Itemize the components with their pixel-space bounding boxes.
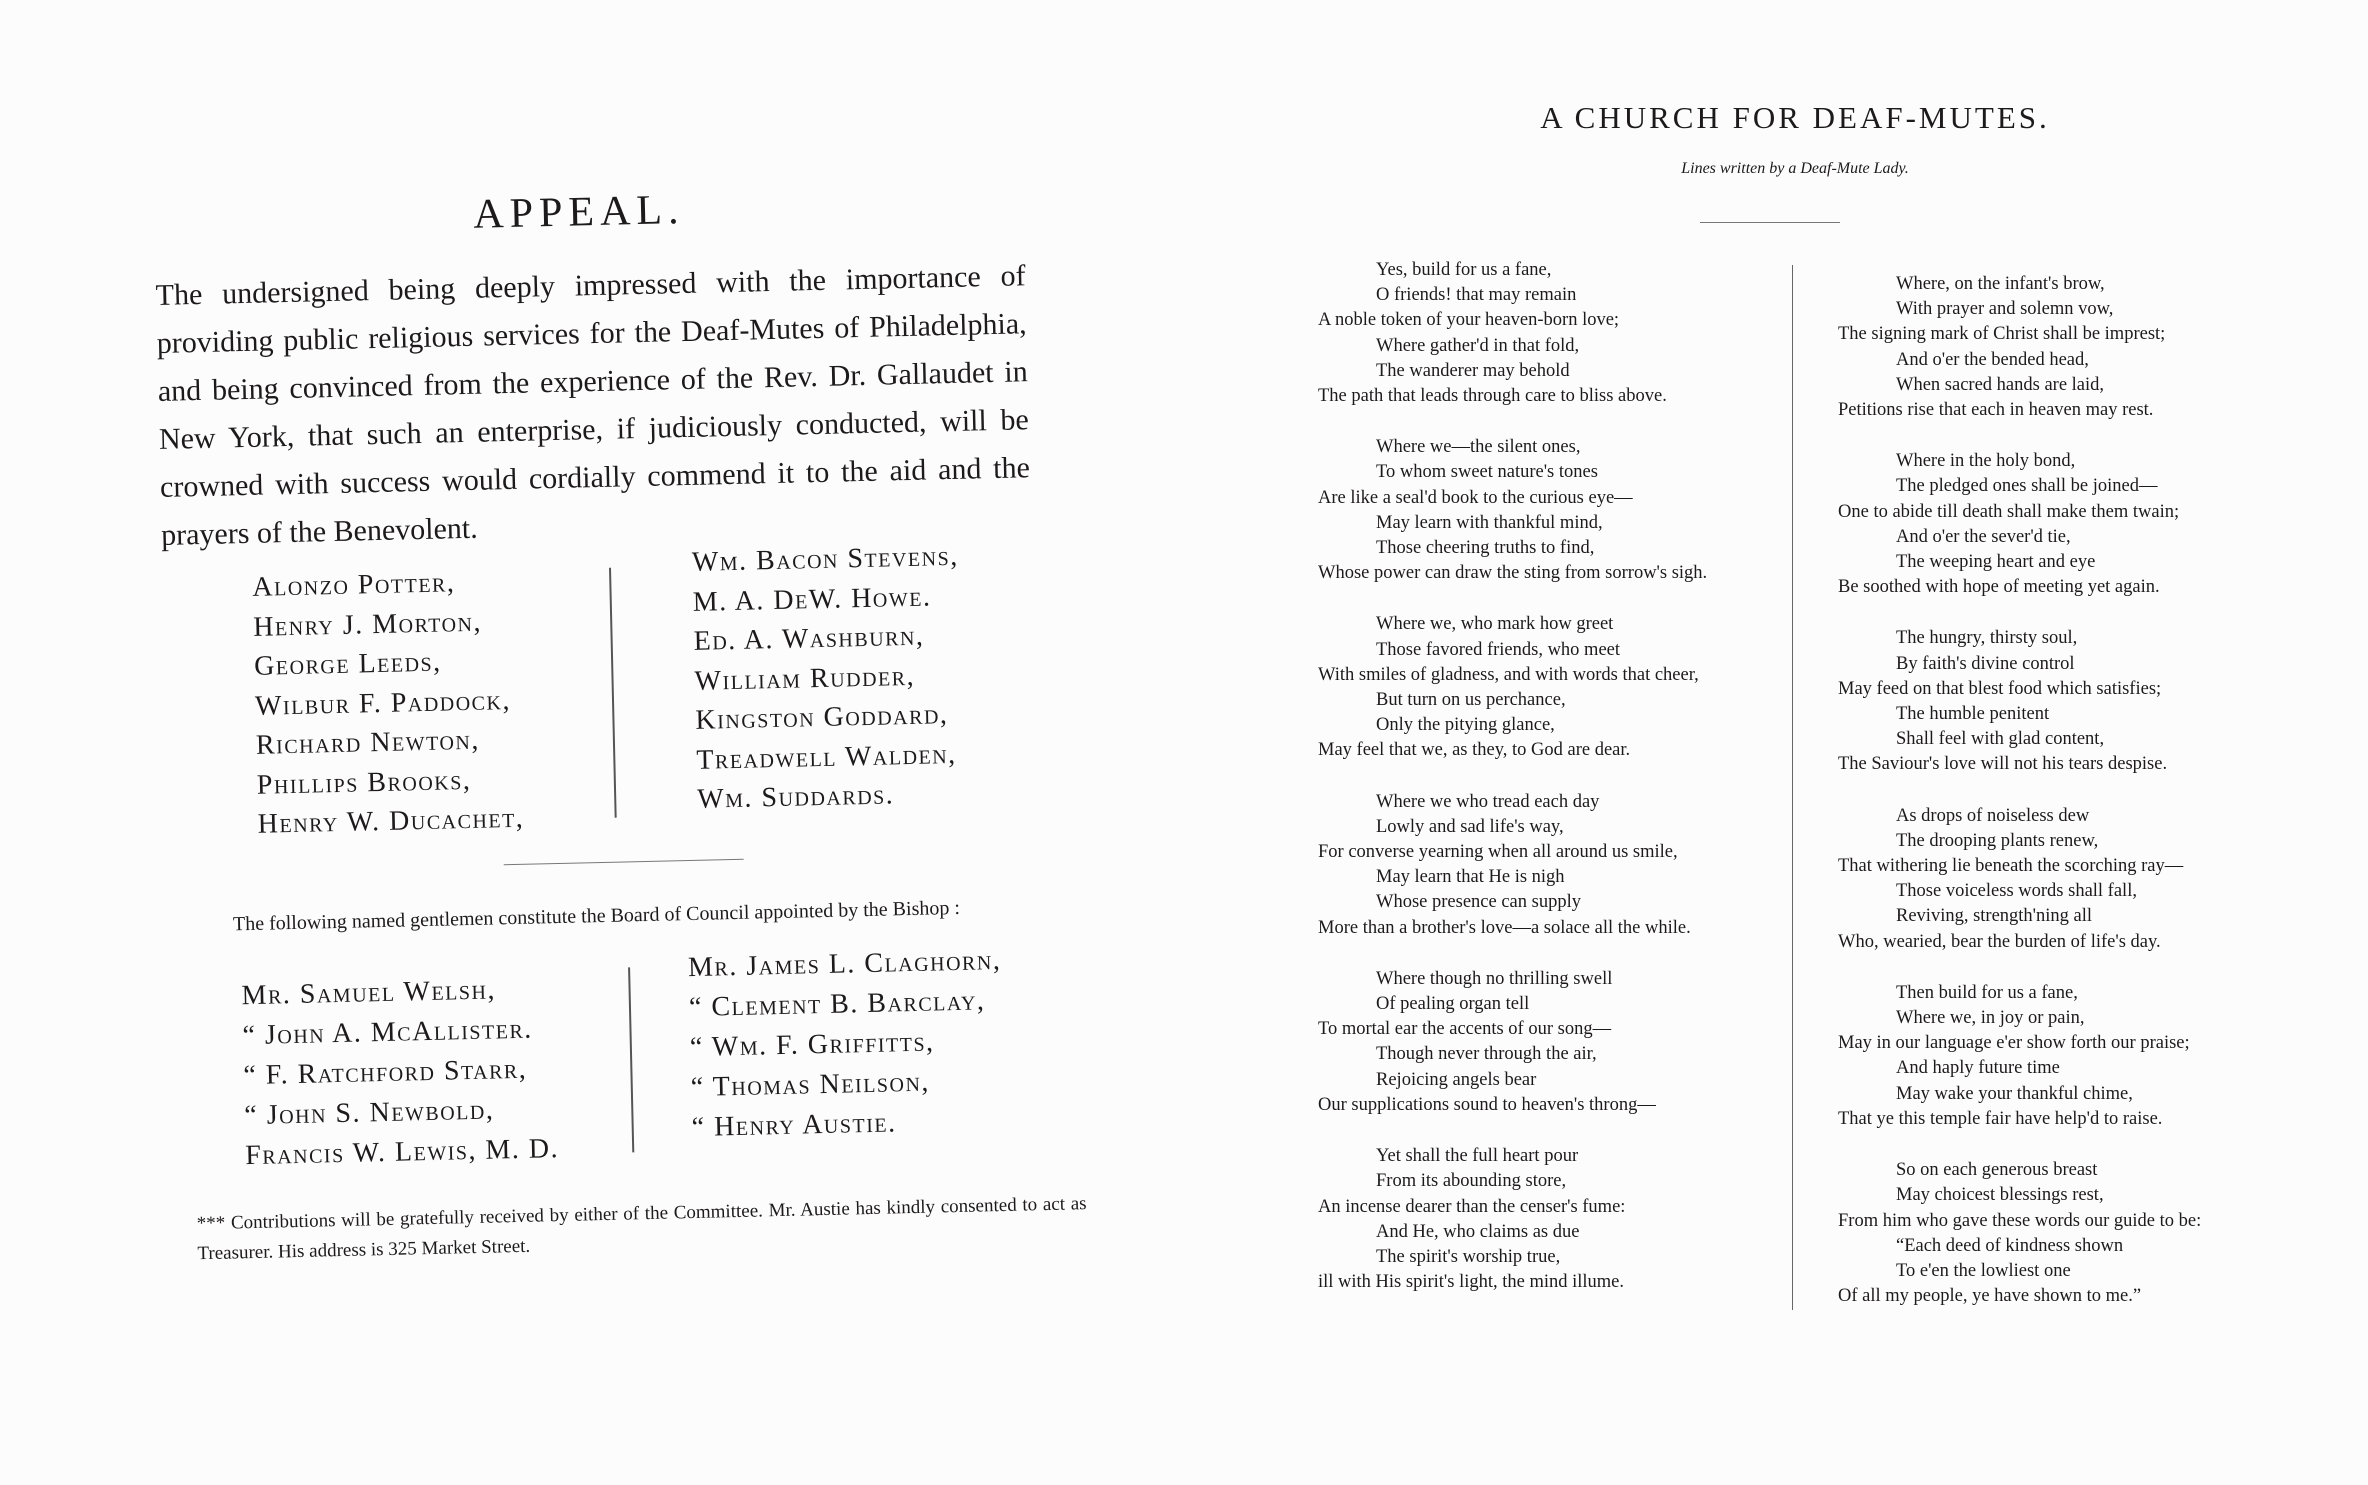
- poem-line: Be soothed with hope of meeting yet again.: [1838, 577, 2160, 598]
- board-intro: The following named gentlemen constitute the Board of Council appointed by the Bishop :: [232, 896, 961, 936]
- signers-left: [252, 562, 525, 844]
- poem-line: Of all my people, ye have shown to me.”: [1838, 1286, 2142, 1307]
- name-entry: William Rudder,: [694, 660, 916, 697]
- stanza: [1838, 272, 2201, 423]
- poem-line: Those cheering truths to find,: [1376, 538, 1595, 559]
- poem-line: Shall feel with glad content,: [1896, 729, 2105, 750]
- poem-line: The humble penitent: [1896, 704, 2050, 725]
- name-entry: “ Wm. F. Griffitts,: [689, 1026, 935, 1064]
- name-entry: “ Clement B. Barclay,: [688, 985, 986, 1024]
- poem-line: Where we, in joy or pain,: [1896, 1008, 2085, 1029]
- stanza: [1838, 626, 2201, 777]
- church-subtitle: Lines written by a Deaf-Mute Lady.: [1681, 160, 1909, 177]
- poem-line: To mortal ear the accents of our song—: [1318, 1019, 1612, 1040]
- poem-line: The spirit's worship true,: [1376, 1246, 1561, 1267]
- poem-line: The wanderer may behold: [1376, 360, 1570, 381]
- poem-line: The drooping plants renew,: [1896, 830, 2099, 851]
- name-entry: Richard Newton,: [255, 724, 481, 761]
- poem-line: And He, who claims as due: [1376, 1221, 1580, 1242]
- poem-line: Those voiceless words shall fall,: [1896, 881, 2137, 902]
- name-entry: “ John S. Newbold,: [243, 1094, 495, 1132]
- name-entry: Mr. James L. Claghorn,: [687, 944, 1002, 984]
- poem-line: Where we—the silent ones,: [1376, 437, 1581, 458]
- poem-line: With prayer and solemn vow,: [1896, 299, 2114, 320]
- stanza: [1838, 1158, 2201, 1309]
- poem-line: The pledged ones shall be joined—: [1896, 476, 2158, 497]
- poem-line: As drops of noiseless dew: [1896, 805, 2090, 826]
- board-left: [241, 969, 559, 1176]
- poem-column-right: [1838, 272, 2201, 1335]
- poem-line: May in our language e'er show forth our praise;: [1838, 1033, 2190, 1054]
- poem-column-divider: [1792, 265, 1793, 1310]
- name-entry: “ John A. McAllister.: [242, 1013, 534, 1052]
- poem-line: So on each generous breast: [1896, 1160, 2098, 1181]
- stanza: [1838, 981, 2201, 1132]
- poem-line: May feed on that blest food which satisfies;: [1838, 678, 2162, 699]
- signers-right: [691, 537, 964, 819]
- poem-line: By faith's divine control: [1896, 653, 2075, 674]
- poem-line: Our supplications sound to heaven's throng—: [1318, 1094, 1656, 1115]
- name-entry: George Leeds,: [253, 646, 442, 682]
- poem-line: The hungry, thirsty soul,: [1896, 628, 2078, 649]
- appeal-paragraph: The undersigned being deeply impressed with the importance of providing public religious services for the Deaf-Mutes of Philadelphia, and being convinced from the experience of the Rev. Dr. Gallaudet in New York, that such an enterprise, if judiciously conducted, will be crowned with success would cordially commend it to the aid and the prayers of the Benevolent.: [155, 259, 1031, 552]
- poem-line: O friends! that may remain: [1376, 285, 1577, 306]
- poem-line: The path that leads through care to bliss above.: [1318, 386, 1667, 407]
- poem-line: From him who gave these words our guide to be:: [1838, 1210, 2202, 1231]
- poem-line: With smiles of gladness, and with words that cheer,: [1318, 664, 1699, 685]
- name-entry: “ Henry Austie.: [691, 1107, 897, 1144]
- poem-line: Who, wearied, bear the burden of life's day.: [1838, 931, 2161, 952]
- poem-line: From its abounding store,: [1376, 1171, 1567, 1192]
- stanza: [1318, 258, 1707, 409]
- poem-line: Are like a seal'd book to the curious eye—: [1318, 487, 1633, 508]
- poem-line: May wake your thankful chime,: [1896, 1083, 2133, 1104]
- poem-line: May feel that we, as they, to God are dear.: [1318, 740, 1631, 761]
- poem-line: More than a brother's love—a solace all the while.: [1318, 917, 1691, 938]
- name-entry: Henry W. Ducachet,: [257, 802, 525, 840]
- poem-line: Where in the holy bond,: [1896, 451, 2076, 472]
- poem-line: May choicest blessings rest,: [1896, 1185, 2104, 1206]
- poem-column-left: [1318, 258, 1707, 1321]
- stanza: [1838, 449, 2201, 600]
- poem-line: To whom sweet nature's tones: [1376, 462, 1598, 483]
- footnote: *** Contributions will be gratefully received by either of the Committee. Mr. Austie has kindly consented to act as Treasurer. His address is 325 Market Street.: [196, 1193, 1087, 1265]
- name-entry: M. A. DeW. Howe.: [692, 580, 932, 618]
- poem-line: And haply future time: [1896, 1058, 2060, 1079]
- name-entry: Wm. Suddards.: [696, 779, 895, 815]
- poem-line: Of pealing organ tell: [1376, 994, 1530, 1015]
- poem-line: That ye this temple fair have help'd to raise.: [1838, 1108, 2163, 1129]
- poem-line: The signing mark of Christ shall be imprest;: [1838, 324, 2166, 345]
- poem-line: But turn on us perchance,: [1376, 690, 1566, 711]
- poem-line: A noble token of your heaven-born love;: [1318, 310, 1620, 331]
- appeal-page: [0, 0, 1167, 1485]
- poem-line: Where we, who mark how greet: [1376, 614, 1614, 635]
- poem-line: Where we who tread each day: [1376, 791, 1600, 812]
- board-right: [688, 941, 1006, 1148]
- poem-line: And o'er the sever'd tie,: [1896, 526, 2071, 547]
- stanza: [1318, 967, 1707, 1118]
- poem-line: Where, on the infant's brow,: [1896, 274, 2105, 294]
- poem-line: When sacred hands are laid,: [1896, 374, 2105, 395]
- name-entry: Henry J. Morton,: [252, 606, 483, 643]
- poem-line: One to abide till death shall make them twain;: [1838, 501, 2180, 522]
- poem-line: Yes, build for us a fane,: [1376, 260, 1552, 280]
- name-entry: Mr. Samuel Welsh,: [241, 974, 497, 1012]
- stanza: [1318, 612, 1707, 763]
- name-entry: Alonzo Potter,: [252, 567, 456, 603]
- poem-line: ill with His spirit's light, the mind illume.: [1318, 1272, 1625, 1293]
- church-title: A CHURCH FOR DEAF-MUTES.: [1540, 100, 2050, 135]
- column-divider: [628, 967, 634, 1152]
- name-entry: Wm. Bacon Stevens,: [691, 540, 959, 578]
- poem-line: “Each deed of kindness shown: [1896, 1235, 2124, 1256]
- name-entry: Ed. A. Washburn,: [693, 620, 925, 657]
- appeal-title: APPEAL.: [472, 186, 686, 238]
- poem-line: Though never through the air,: [1376, 1044, 1597, 1065]
- poem-line: Only the pitying glance,: [1376, 715, 1555, 736]
- poem-line: May learn with thankful mind,: [1376, 512, 1603, 533]
- poem-line: Yet shall the full heart pour: [1376, 1146, 1579, 1167]
- poem-line: Rejoicing angels bear: [1376, 1069, 1537, 1090]
- poem-line: For converse yearning when all around us smile,: [1318, 842, 1678, 863]
- poem-line: Whose power can draw the sting from sorrow's sigh.: [1318, 563, 1708, 584]
- name-entry: Phillips Brooks,: [256, 764, 472, 801]
- column-divider: [609, 568, 617, 818]
- section-rule: [504, 859, 744, 865]
- poem-line: Those favored friends, who meet: [1376, 639, 1621, 660]
- stanza: [1318, 1144, 1707, 1295]
- title-rule: [1700, 222, 1840, 223]
- name-entry: Wilbur F. Paddock,: [254, 684, 512, 722]
- poem-line: Then build for us a fane,: [1896, 982, 2078, 1003]
- poem-line: Where though no thrilling swell: [1376, 968, 1613, 989]
- poem-line: And o'er the bended head,: [1896, 349, 2089, 370]
- poem-line: Lowly and sad life's way,: [1376, 816, 1564, 837]
- poem-line: That withering lie beneath the scorching ray—: [1838, 856, 2184, 877]
- poem-line: The weeping heart and eye: [1896, 552, 2096, 573]
- poem-line: Petitions rise that each in heaven may rest.: [1838, 400, 2154, 421]
- name-entry: “ Thomas Neilson,: [690, 1066, 931, 1104]
- poem-line: Whose presence can supply: [1376, 892, 1581, 913]
- name-entry: Kingston Goddard,: [695, 699, 949, 736]
- poem-line: May learn that He is nigh: [1376, 867, 1565, 888]
- poem-line: Reviving, strength'ning all: [1896, 906, 2093, 927]
- name-entry: “ F. Ratchford Starr,: [243, 1053, 528, 1092]
- poem-line: An incense dearer than the censer's fume:: [1318, 1196, 1626, 1217]
- poem-line: To e'en the lowliest one: [1896, 1260, 2071, 1281]
- poem-line: Where gather'd in that fold,: [1376, 335, 1580, 356]
- name-entry: Treadwell Walden,: [696, 738, 957, 776]
- stanza: [1318, 435, 1707, 586]
- stanza: [1318, 790, 1707, 941]
- poem-line: The Saviour's love will not his tears despise.: [1838, 754, 2168, 775]
- name-entry: Francis W. Lewis, M. D.: [244, 1133, 560, 1172]
- stanza: [1838, 804, 2201, 955]
